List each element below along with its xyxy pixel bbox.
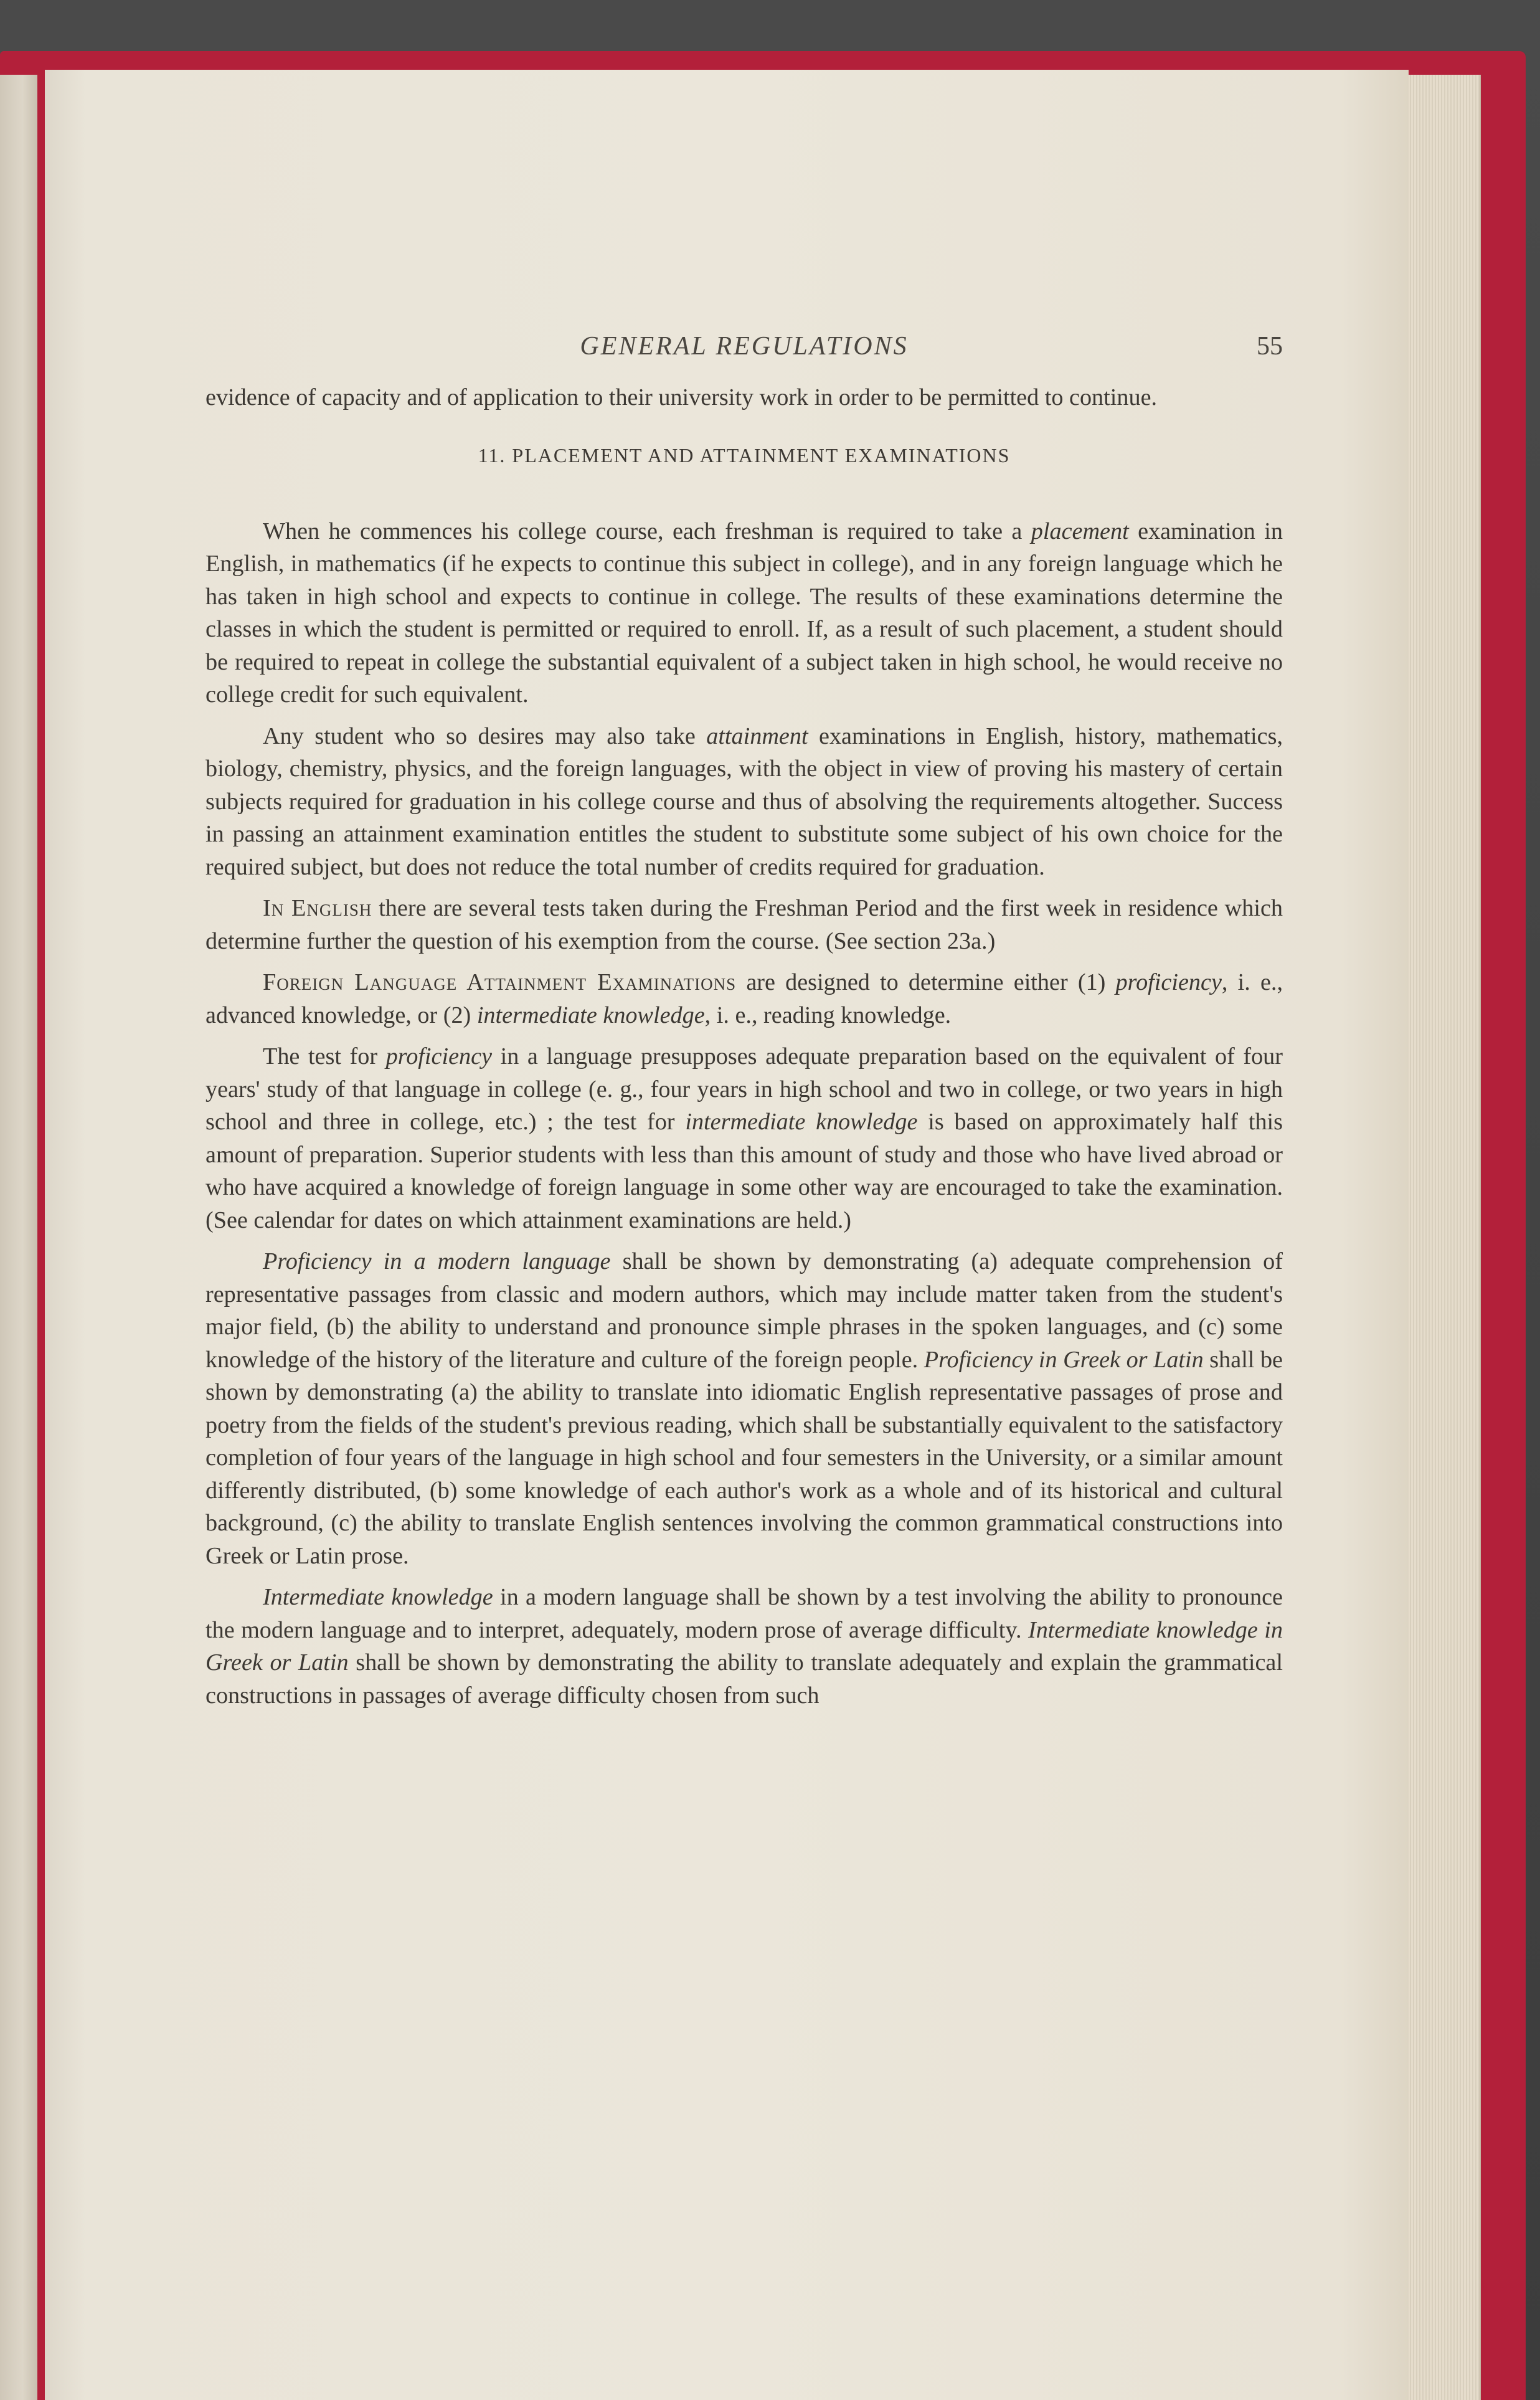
page-number: 55 (1257, 332, 1283, 361)
page-text (205, 331, 1283, 1712)
paragraph-proficiency-definition: Proficiency in a modern language shall be shown by demonstrating (a) adequate comprehension of representative passages from classic and modern authors, which may include matter taken from the student's major field, (b) the ability to understand and pronounce simple phrases in the spoken languages, and (c) some knowledge of the history of the literature and culture of the foreign people. Proficiency in Greek or Latin shall be shown by demonstrating (a) the ability to translate into idiomatic English representative passages of prose and poetry from the fields of the student's previous reading, which shall be substantially equivalent to the satisfactory completion of four years of the language in high school and four semesters in the University, or a similar amount differently distributed, (b) some knowledge of each author's work as a whole and of its historical and cultural background, (c) the ability to translate English sentences involving the common grammatical constructions into Greek or Latin prose. (205, 1248, 1283, 1569)
page-block-edge (1405, 75, 1481, 2400)
running-title: GENERAL REGULATIONS (580, 332, 909, 361)
paragraph-english: In English there are several tests taken during the Freshman Period and the first week in residence which determine further the question of his exemption from the course. (See section 23a.) (205, 895, 1283, 954)
running-head (205, 331, 1283, 381)
section-heading: 11. PLACEMENT AND ATTAINMENT EXAMINATIONS (478, 443, 1011, 467)
opening-paragraph: evidence of capacity and of application to their university work in order to be permitted to continue. (205, 384, 1158, 410)
paragraph-proficiency-test: The test for proficiency in a language presupposes adequate preparation based on the equivalent of four years' study of that language in college (e. g., four years in high school and two in college, or two years in high school and three in college, etc.) ; the test for intermediate knowledge is based on approximately half this amount of preparation. Superior students with less than this amount of study and those who have lived abroad or who have acquired a knowledge of foreign language in some other way are encouraged to take the examination. (See calendar for dates on which attainment examinations are held.) (205, 1043, 1283, 1233)
paragraph-foreign-language: Foreign Language Attainment Examinations are designed to determine either (1) proficiency, i. e., advanced knowledge, or (2) intermediate knowledge, i. e., reading knowledge. (205, 969, 1283, 1028)
paragraph-placement: When he commences his college course, each freshman is required to take a placement examination in English, in mathematics (if he expects to continue this subject in college), and in any foreign language which he has taken in high school and expects to continue in college. The results of these examinations determine the classes in which the student is permitted or required to enroll. If, as a result of such placement, a student should be required to repeat in college the substantial equivalent of a subject taken in high school, he would receive no college credit for such equivalent. (205, 518, 1283, 708)
paragraph-attainment: Any student who so desires may also take attainment examinations in English, history, mathematics, biology, chemistry, physics, and the foreign languages, with the object in view of proving his mastery of certain subjects required for graduation in his college course and thus of absolving the requirements altogether. Success in passing an attainment examination entitles the student to substitute some subject of his own choice for the required subject, but does not reduce the total number of credits required for graduation. (205, 723, 1283, 880)
left-page-edge (0, 75, 37, 2400)
paragraph-intermediate-knowledge: Intermediate knowledge in a modern language shall be shown by a test involving the ability to pronounce the modern language and to interpret, adequately, modern prose of average difficulty. Intermediate knowledge in Greek or Latin shall be shown by demonstrating the ability to translate adequately and explain the grammatical constructions in passages of average difficulty chosen from such (205, 1584, 1283, 1709)
book-page (45, 70, 1409, 2400)
